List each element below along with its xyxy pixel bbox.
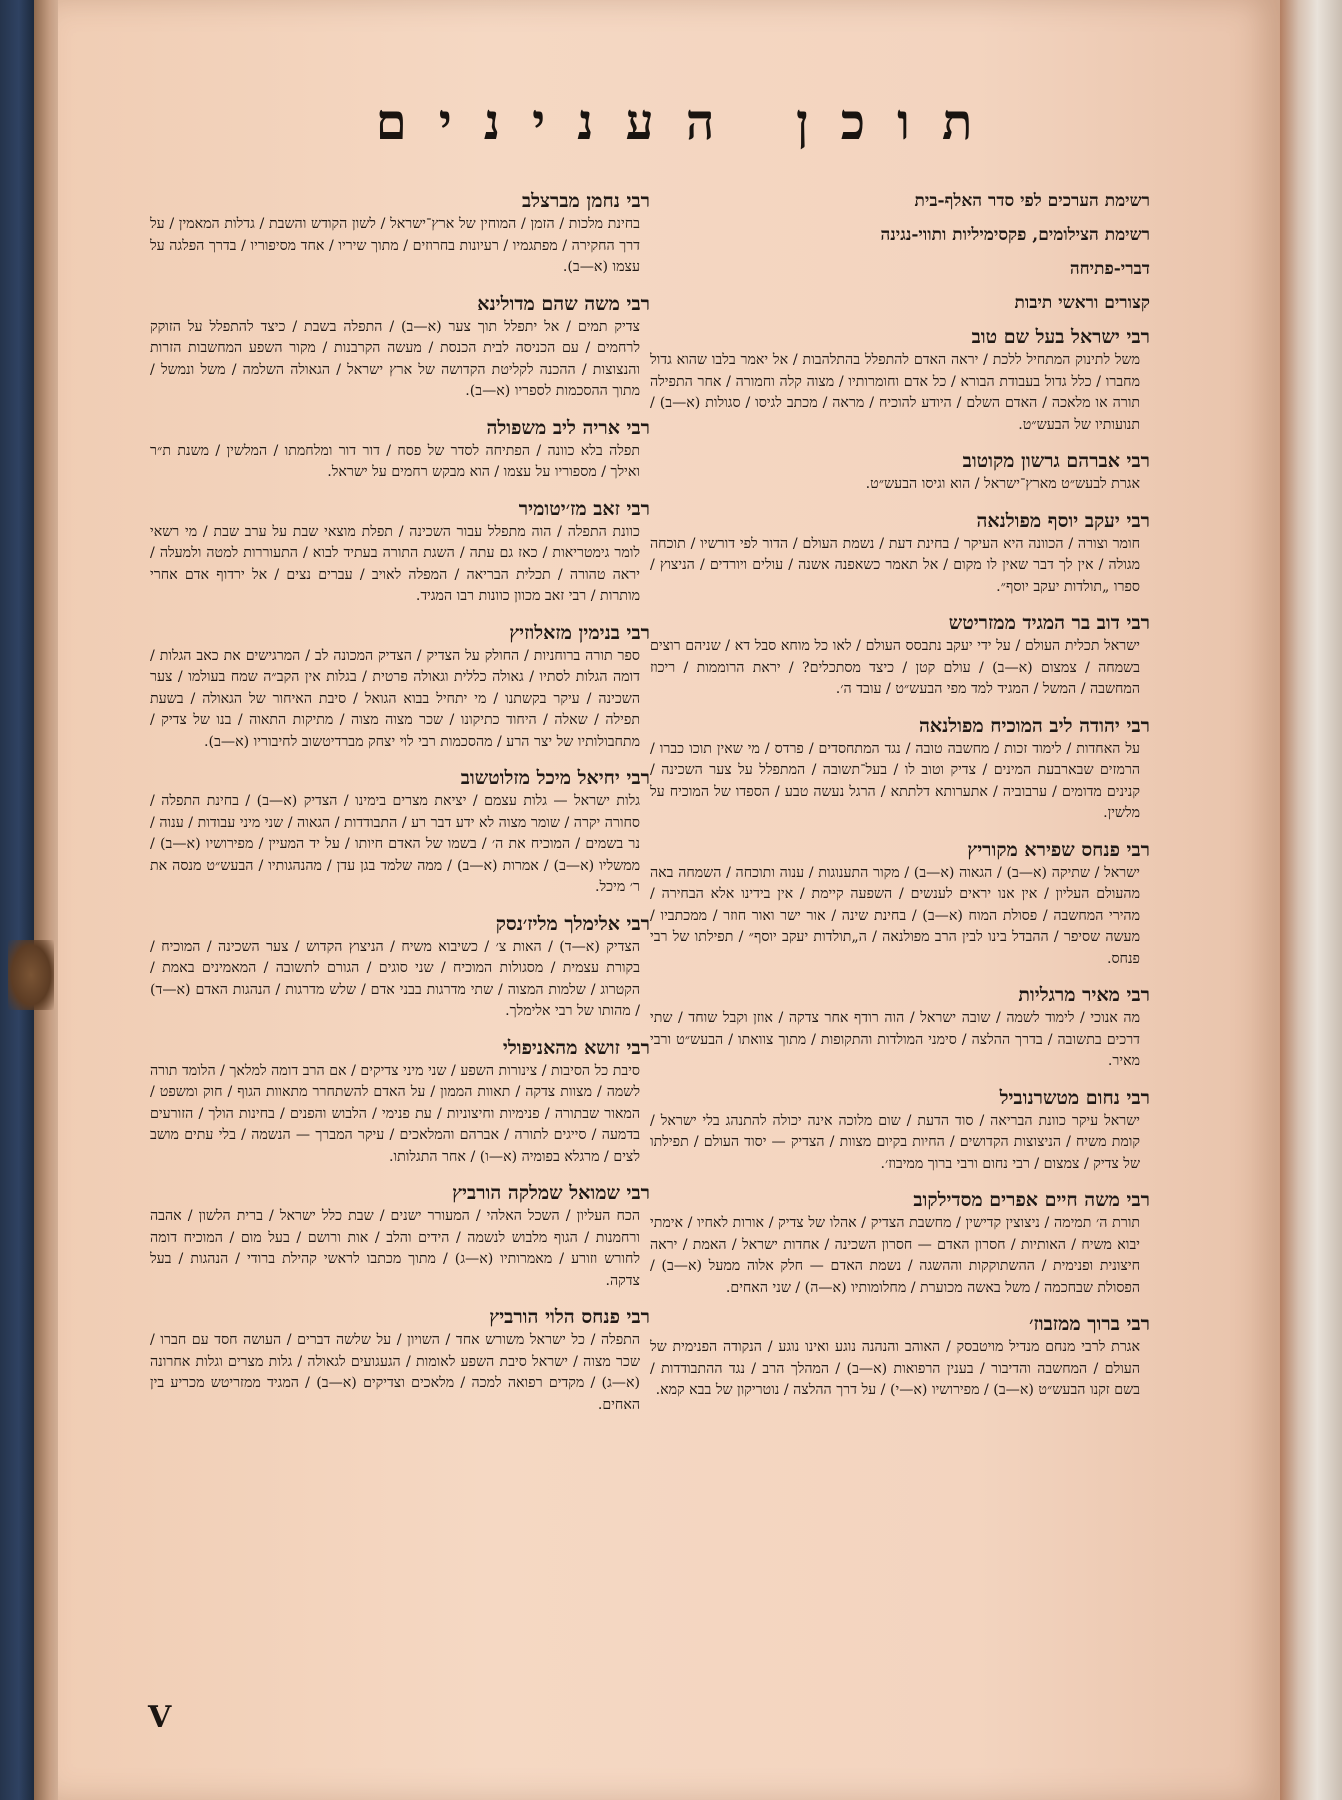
toc-entry <box>650 982 1150 1073</box>
toc-entry <box>650 713 1150 825</box>
entry-description: ישראל / שתיקה (א—ב) / הגאוה (א—ב) / מקור התענוגות / ענוה ותוכחה / השמחה באה מהעולם העליון / אין אנו יראים לענשים / השפעה קיימת / אין בידינו אלא הבחירה / מהירי המחשבה / פסולת המוח (א—ב) / בחינת שינה / אור ישר ואור חוזר / ממכתביו / מעשה שסיפר / ההבדל בינו לבין הרב מפולנאה / ה„תולדות יעקב יוסף״ / תפילתו של רבי פנחס. <box>650 864 1140 967</box>
entry-title: רבי מאיר מרגליות <box>1018 984 1150 1006</box>
entry-title: רבי אברהם גרשון מקוטוב <box>962 450 1150 472</box>
entry-description: מה אנוכי / לימוד לשמה / שובה ישראל / הוה רודף אחר צדקה / אוזן וקבל שוחד / שתי דרכים בתשובה / בדרך ההלצה / סימני המולדות והתקופות / מתוך צוואתו / הבעש״ט ורבי מאיר. <box>650 1010 1140 1069</box>
front-matter-label: דברי-פתיחה <box>1069 259 1150 279</box>
toc-entry <box>150 1035 650 1169</box>
entry-title: רבי נחמן מברצלב <box>522 190 650 212</box>
entry-description: אגרת לבעש״ט מארץ־ישראל / הוא וגיסו הבעש״ט. <box>865 476 1140 492</box>
entry-title: רבי פנחס שפירא מקוריץ <box>967 838 1150 861</box>
entry-description: הכח העליון / השכל האלהי / המעורר ישנים / שבת כלל ישראל / ברית הלשון / אהבה ורחמנות / הגוף מלבוש לנשמה / הידים והלב / אות ורושם / בעל מום / המוכיח דומה לחורש וזורע / מאמרותיו (א—ג) / מתוך מכתבו לראשי קהילת ברודי / הנהגות / בעל צדקה. <box>150 1208 640 1289</box>
toc-entry <box>150 1304 650 1416</box>
entry-title: רבי דוב בר המגיד ממזריטש <box>948 612 1150 634</box>
entry-description: הצדיק (א—ד) / האות צ׳ / כשיבוא משיח / הניצוץ הקדוש / צער השכינה / המוכיח / בקורת עצמית / מסגולות המוכיח / שני סוגים / הגורם לתשובה / המאמינים באמת / הקטרוג / שלמות המצוה / שתי מדרגות בבני אדם / שלש מדרגות / הנהגות האדם (א—ד) / מהותו של רבי אלימלך. <box>150 938 640 1019</box>
toc-entry <box>150 188 650 279</box>
toc-entry <box>650 1311 1150 1402</box>
front-matter-label: רשימת הערכים לפי סדר האלף-בית <box>914 191 1150 211</box>
entry-description: תורת ה׳ תמימה / ניצוצין קדישין / מחשבת הצדיק / אהלו של צדיק / אורות לאחיו / אימתי יבוא משיח / האותיות / חסרון האדם — חסרון השכינה / אחדות ישראל / האמת / יראה חיצונית ופנימית / ההשתוקקות וההשגה / נשמת האדם — חלק אלוה ממעל (א—ב) / הפסולת שבחכמה / משל באשה מכוערת / מחלומותיו (א—ה) / שני האחים. <box>650 1215 1140 1296</box>
entry-description: צדיק תמים / אל יתפלל תוך צער (א—ב) / התפלה בשבת / כיצד להתפלל על הזוקק לרחמים / עם הכניסה לבית הכנסת / מעשה הקרבנות / מקור השפע המחשבות הזרות והנצוצות / ההכנה לקליטת הקדושה של ארץ ישראל / הגאולה השלמה / משל ונמשל / מתוך ההסכמות לספריו (א—ב). <box>150 318 640 399</box>
entry-description: התפלה / כל ישראל משורש אחד / השויון / על שלשה דברים / העושה חסד עם חברו / שכר מצוה / ישראל סיבת השפע לאומות / הגעגועים לגאולה / גלות מצרים וגלות אחרונה (א—ג) / מקדים רפואה למכה / מלאכים וצדיקים (א—ב) / המגיד ממזריטש מכריע בין האחים. <box>150 1332 640 1413</box>
toc-entry <box>650 448 1150 496</box>
toc-entry <box>650 324 1150 436</box>
entry-title: רבי נחום מטשרנוביל <box>999 1086 1150 1109</box>
page-number: V <box>148 1700 172 1735</box>
entry-title: רבי פנחס הלוי הורביץ <box>489 1306 650 1328</box>
page-title: תוכן הענינים <box>375 92 1005 151</box>
entry-description: ישראל עיקר כוונת הבריאה / סוד הדעת / שום מלוכה אינה יכולה להתנהג בלי ישראל / קומת משיח / הניצוצות הקדושים / החיות בקיום מצוות / הצדיק — יסוד העולם / תפילתו של צדיק / צמצום / רבי נחום ורבי ברוך ממיבוז׳. <box>650 1112 1140 1172</box>
toc-column-left <box>150 188 650 1708</box>
toc-column-right <box>650 188 1150 1708</box>
front-matter-list <box>650 188 1150 316</box>
entry-description: תפלה בלא כוונה / הפתיחה לסדר של פסח / דור דור ומלחמתו / המלשין / משנת ת״ר ואילך / מספוריו על עצמו / הוא מבקש רחמים על ישראל. <box>150 442 640 480</box>
entry-title: רבי ישראל בעל שם טוב <box>971 326 1150 348</box>
toc-entry <box>150 291 650 403</box>
front-matter-item <box>650 290 1150 316</box>
front-matter-item <box>650 256 1150 282</box>
front-matter-label: קצורים וראשי תיבות <box>1014 293 1150 313</box>
toc-entry <box>650 837 1150 971</box>
toc-entry <box>150 911 650 1023</box>
binding-edge <box>34 0 60 1800</box>
entry-description: על האחדות / לימוד זכות / מחשבה טובה / נגד המתחסדים / פרדס / מי שאין תוכו כברו / הרמזים שבארבעת המינים / צדיק וטוב לו / בעל־תשובה / המתפלל על צער השכינה / קנינים מדומים / ערבוביה / אתערותא דלתתא / הרגל נעשה טבע / הספדו של המוכיח על מלשין. <box>650 740 1140 821</box>
toc-entry <box>150 415 650 484</box>
book-binding <box>0 0 34 1800</box>
entry-title: רבי משה חיים אפרים מסדילקוב <box>913 1189 1150 1211</box>
entry-description: סיבת כל הסיבות / צינורות השפע / שני מיני צדיקים / אם הרב דומה למלאך / הלומד תורה לשמה / מצוות צדקה / תאוות הממון / על האדם להשתחרר מתאוות הגוף / חוק ומשפט / המאור שבתורה / פנימיות וחיצוניות / עת פנימי / הלבוש והפנים / בחינות הולך / הזורעים בדמעה / סייגים לתורה / אברהם והמלאכים / עיקר המברך — הנשמה / בלי עתים מושב לצים / מרגלא בפומיה (א—ו) / אחר התגלותו. <box>150 1062 640 1165</box>
binding-tear <box>8 940 54 1010</box>
entry-description: גלות ישראל — גלות עצמם / יציאת מצרים בימינו / הצדיק (א—ב) / בחינת התפלה / סחורה יקרה / שומר מצוה לא ידע דבר רע / התבודדות / הגאוה / שני מיני עבודות / ענוה / נר בשמים / המוכיח את ה׳ / בשמו של האדם חיותו / על יד המעיין / מפירושיו (א—ב) / ממשליו (א—ב) / אמרות (א—ב) / ממה שלמד בגן עדן / מהנהגותיו / הבעש״ט מנסה את ר׳ מיכל. <box>150 793 640 895</box>
entry-description: ספר תורה ברוחניות / החולק על הצדיק / הצדיק המכונה לב / המרגישים את כאב הגלות / דומה הגלות לסתיו / גאולה כללית וגאולה פרטית / בגלות אין הקב״ה שמח בעולמו / צער השכינה / עיקר בקשתנו / מי יתחיל בבוא הגואל / סיבת האיחור של הגאולה / בשעת תפילה / שאלה / היחוד כתיקונו / שכר מצוה מצוה / מתיקות התאוה / בנו של צדיק / מתחבולותיו של יצר הרע / מהסכמות רבי לוי יצחק מברדיטשוב לחיבוריו (א—ב). <box>150 647 640 750</box>
entry-description: אגרת לרבי מנחם מנדיל מויטבסק / האוהב והנהנה נוגע ואינו נוגע / הנקודה הפנימית של העולם / המחשבה והדיבור / בענין הרפואות (א—ב) / המהלך הרב / נגד ההתבודדות / בשם זקנו הבעש״ט (א—ב) / מפירושיו (א—י) / על דרך ההלצה / נוטריקון של בבא קמא. <box>650 1339 1140 1398</box>
entry-description: ישראל תכלית העולם / על ידי יעקב נתבסס העולם / לאו כל מוחא סבל דא / שניהם רוצים בשמחה / צמצום (א—ב) / עולם קטן / כיצד מסתכלים? / יראת הרוממות / ריכוז המחשבה / המשל / המגיד למד מפי הבעש״ט / עובד ה׳. <box>650 638 1140 697</box>
entry-title: רבי אריה ליב משפולה <box>486 416 650 439</box>
entry-description: חומר וצורה / הכוונה היא העיקר / בחינת דעת / נשמת העולם / הדור לפי דורשיו / תוכחה מגולה / אין לך דבר שאין לו מקום / אל תאמר כשאפנה אשנה / עולים ויורדים / הניצוץ / ספרו „תולדות יעקב יוסף״. <box>650 535 1140 595</box>
entry-title: רבי שמואל שמלקה הורביץ <box>452 1182 650 1204</box>
toc-entry <box>150 620 650 754</box>
entry-description: כוונת התפלה / הוה מתפלל עבור השכינה / תפלת מוצאי שבת על ערב שבת / מי רשאי לומר גימטריאות / כאז גם עתה / השגת התורה בעתיד לבוא / התעוררות למטה ולמעלה / יראה טהורה / תכלית הבריאה / המפלה לאויב / עברים נצים / אל ירדוף אדם אחרי מותרות / רבי זאב מכוון כוונות רבו המגיד. <box>150 523 640 604</box>
entry-description: בחינת מלכות / הזמן / המוחין של ארץ־ישראל / לשון הקודש והשבת / גדלות המאמין / על דרך החקירה / מפתגמיו / רעיונות בחרוזים / מתוך שיריו / אחד מסיפוריו / בדרך הפלגה על עצמו (א—ב). <box>150 216 640 275</box>
toc-entry <box>650 508 1150 599</box>
toc-entry <box>150 1180 650 1292</box>
entry-title: רבי אלימלך מליז׳נסק <box>495 912 650 935</box>
entry-title: רבי זושא מהאניפולי <box>502 1036 650 1059</box>
toc-entry <box>650 610 1150 701</box>
entry-title: רבי זאב מז׳יטומיר <box>518 497 650 520</box>
entry-title: רבי ברוך ממזבוז׳ <box>1029 1313 1150 1335</box>
entry-title: רבי יהודה ליב המוכיח מפולנאה <box>918 714 1150 737</box>
front-matter-item <box>650 188 1150 214</box>
entry-title: רבי משה שהם מדולינא <box>477 292 650 315</box>
front-matter-item <box>650 222 1150 248</box>
toc-entry <box>150 496 650 608</box>
toc-entry <box>150 765 650 899</box>
toc-entry <box>650 1085 1150 1176</box>
front-matter-label: רשימת הצילומים, פקסימיליות ותווי-נגינה <box>880 225 1150 245</box>
toc-entry <box>650 1187 1150 1299</box>
entry-description: משל לתינוק המתחיל ללכת / יראה האדם להתפלל בהתלהבות / אל יאמר בלבו שהוא גדול מחברו / כלל גדול בעבודת הבורא / כל אדם וחומרותיו / מצוה קלה וחמורה / אחר התפילה תורה או מלאכה / האדם השלם / היודע להוכיח / מראה / מכתב לגיסו / סגולות (א—ב) / תנועותיו של הבעש״ט. <box>650 352 1140 433</box>
entry-title: רבי יעקב יוסף מפולנאה <box>976 509 1150 532</box>
entry-title: רבי יחיאל מיכל מזלוטשוב <box>460 767 650 789</box>
entry-title: רבי בנימין מזאלוזיץ <box>509 621 650 644</box>
facing-page-edge <box>1280 0 1342 1800</box>
